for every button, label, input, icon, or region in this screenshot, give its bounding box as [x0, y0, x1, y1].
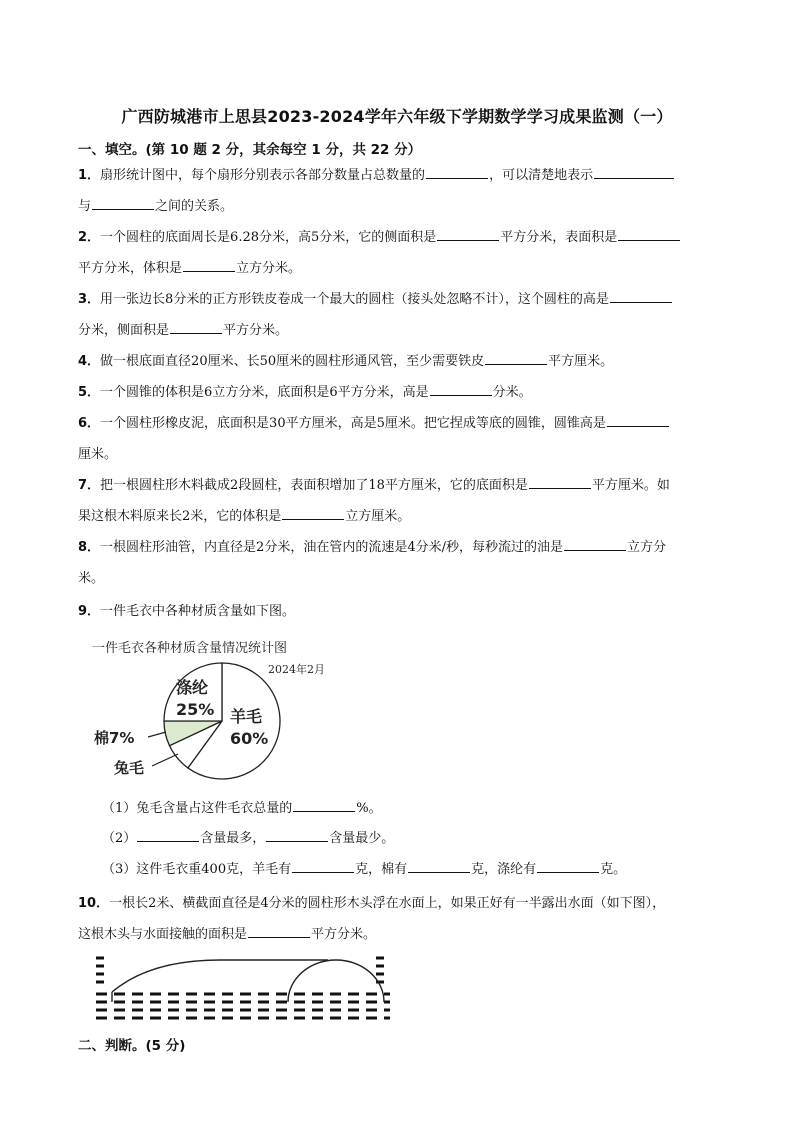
question-text: 一个圆柱的底面周长是6.28分米，高5分米，它的侧面积是 — [100, 230, 437, 245]
answer-blank[interactable] — [529, 487, 591, 489]
question-text: 之间的关系。 — [155, 199, 234, 214]
slice-label-wool: 羊毛 60% — [230, 707, 269, 748]
question-text: （3）这件毛衣重400克，羊毛有 — [102, 862, 292, 877]
question-text: （1）兔毛含量占这件毛衣总量的 — [102, 801, 293, 816]
question-text: 米。 — [78, 571, 105, 586]
question-text: 平方厘米。 — [548, 354, 614, 369]
question-text: 一个圆锥的体积是6立方分米，底面积是6平方分米，高是 — [100, 385, 429, 400]
question-9 — [78, 596, 746, 627]
question-7 — [78, 470, 746, 532]
question-text: 平方分米，体积是 — [78, 261, 183, 276]
chart-title: 一件毛衣各种材质含量情况统计图 — [92, 641, 288, 656]
water-dashes — [96, 958, 390, 1018]
question-9-sub-2 — [102, 824, 394, 854]
question-text: 含量最少。 — [329, 831, 395, 846]
answer-blank[interactable] — [426, 177, 488, 179]
leader-line-cotton — [148, 732, 166, 737]
chart-subtitle: 2024年2月 — [268, 663, 325, 676]
question-text: 克，涤纶有 — [471, 862, 537, 877]
question-number: 2． — [78, 230, 101, 245]
question-text: 果这根木料原来长2米，它的体积是 — [78, 509, 282, 524]
answer-blank[interactable] — [437, 239, 499, 241]
question-5 — [78, 377, 746, 408]
pie-chart — [92, 636, 342, 786]
question-number: 7． — [78, 478, 101, 493]
question-text: 用一张边长8分米的正方形铁皮卷成一个最大的圆柱（接头处忽略不计），这个圆柱的高是 — [100, 292, 609, 307]
question-text: 立方厘米。 — [345, 509, 411, 524]
question-text: %。 — [356, 801, 382, 816]
question-3 — [78, 284, 746, 346]
question-number: 3． — [78, 292, 101, 307]
answer-blank[interactable] — [293, 810, 355, 812]
question-text: 平方分米。 — [223, 323, 289, 338]
question-text: 做一根底面直径20厘米、长50厘米的圆柱形通风管，至少需要铁皮 — [100, 354, 485, 369]
floating-log-diagram — [90, 950, 390, 1030]
answer-blank[interactable] — [564, 549, 626, 551]
answer-blank[interactable] — [607, 425, 669, 427]
answer-blank[interactable] — [610, 301, 672, 303]
leader-line-rabbit — [152, 754, 178, 766]
question-text: 克，棉有 — [355, 862, 408, 877]
question-text: ，可以清楚地表示 — [489, 168, 594, 183]
slice-label-cotton: 棉7% — [94, 729, 135, 747]
question-text: 与 — [78, 199, 92, 214]
question-text: 平方分米，表面积是 — [500, 230, 618, 245]
question-text: 扇形统计图中，每个扇形分别表示各部分数量占总数量的 — [100, 168, 426, 183]
question-text: 含量最多， — [200, 831, 266, 846]
question-text: 一个圆柱形橡皮泥，底面积是30平方厘米，高是5厘米。把它捏成等底的圆锥，圆锥高是 — [100, 416, 606, 431]
question-text: 这根木头与水面接触的面积是 — [78, 927, 248, 942]
section-1-heading: 一、填空。(第 10 题 2 分，其余每空 1 分，共 22 分） — [78, 142, 422, 158]
question-number: 5． — [78, 385, 101, 400]
answer-blank[interactable] — [430, 394, 492, 396]
question-text: 立方分米。 — [236, 261, 302, 276]
question-number: 1． — [78, 168, 101, 183]
question-text: 分米。 — [492, 385, 532, 400]
question-text: 平方分米。 — [311, 927, 377, 942]
section-2-heading: 二、判断。(5 分) — [78, 1038, 186, 1054]
question-text: 把一根圆柱形木料截成2段圆柱，表面积增加了18平方厘米，它的底面积是 — [100, 478, 528, 493]
question-text: 一件毛衣中各种材质含量如下图。 — [100, 604, 296, 619]
question-number: 10． — [78, 896, 110, 911]
answer-blank[interactable] — [594, 177, 674, 179]
question-text: 厘米。 — [78, 447, 118, 462]
log-end-semicircle — [288, 960, 384, 1002]
question-text: 平方厘米。如 — [591, 478, 670, 493]
answer-blank[interactable] — [282, 518, 344, 520]
answer-blank[interactable] — [137, 840, 199, 842]
log-top-outline — [112, 960, 328, 992]
question-text: 一根长2米、横截面直径是4分米的圆柱形木头浮在水面上，如果正好有一半露出水面（如下图）， — [109, 896, 666, 911]
slice-label-polyester: 涤纶 25% — [176, 678, 215, 719]
question-2 — [78, 222, 746, 284]
answer-blank[interactable] — [183, 270, 235, 272]
question-number: 9． — [78, 604, 101, 619]
answer-blank[interactable] — [266, 840, 328, 842]
question-6 — [78, 408, 746, 470]
question-number: 6． — [78, 416, 101, 431]
question-10 — [78, 888, 746, 950]
question-text: 克。 — [600, 862, 627, 877]
question-text: 分米，侧面积是 — [78, 323, 170, 338]
question-text: （2） — [102, 831, 137, 846]
answer-blank[interactable] — [92, 208, 154, 210]
answer-blank[interactable] — [537, 871, 599, 873]
question-1 — [78, 160, 746, 222]
slice-label-rabbit: 兔毛 — [114, 759, 145, 777]
answer-blank[interactable] — [292, 871, 354, 873]
question-text: 立方分 — [626, 540, 666, 555]
answer-blank[interactable] — [408, 871, 470, 873]
question-9-sub-1 — [102, 794, 382, 824]
question-number: 8． — [78, 540, 101, 555]
question-text: 一根圆柱形油管，内直径是2分米，油在管内的流速是4分米/秒，每秒流过的油是 — [100, 540, 563, 555]
question-8 — [78, 532, 746, 594]
page-title: 广西防城港市上思县2023-2024学年六年级下学期数学学习成果监测（一） — [121, 107, 673, 126]
question-number: 4． — [78, 354, 101, 369]
answer-blank[interactable] — [485, 363, 547, 365]
answer-blank[interactable] — [248, 936, 310, 938]
answer-blank[interactable] — [170, 332, 222, 334]
question-9-sub-3 — [102, 855, 626, 885]
answer-blank[interactable] — [618, 239, 680, 241]
question-4 — [78, 346, 746, 377]
